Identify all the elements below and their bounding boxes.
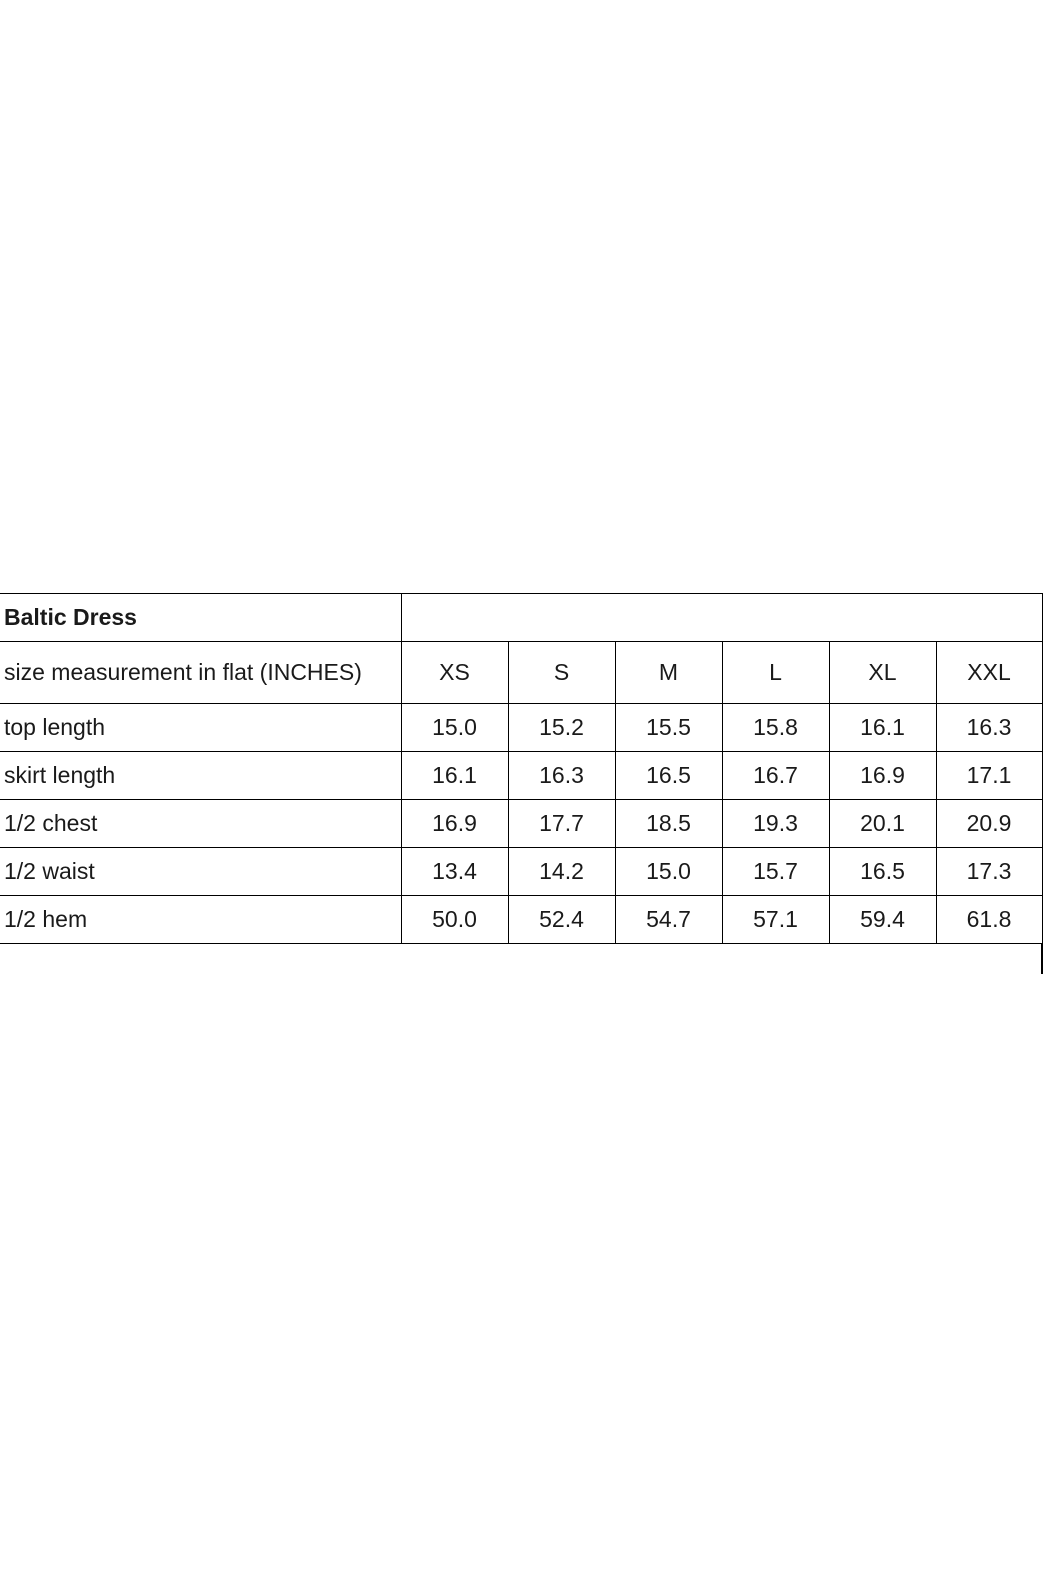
- table-cell: 54.7: [615, 896, 722, 944]
- table-cell: 15.0: [615, 848, 722, 896]
- header-label: size measurement in flat (INCHES): [0, 642, 401, 704]
- table-cell: 16.7: [722, 752, 829, 800]
- header-row: [0, 642, 1042, 704]
- table-border-tail: [1041, 944, 1043, 974]
- size-header-xs: XS: [401, 642, 508, 704]
- size-header-m: M: [615, 642, 722, 704]
- table-cell: 17.3: [936, 848, 1042, 896]
- table-cell: 52.4: [508, 896, 615, 944]
- table-row: [0, 848, 1042, 896]
- size-header-s: S: [508, 642, 615, 704]
- table-cell: 16.1: [829, 704, 936, 752]
- size-header-xl: XL: [829, 642, 936, 704]
- table-cell: 16.3: [508, 752, 615, 800]
- table-cell: 18.5: [615, 800, 722, 848]
- table-cell: 59.4: [829, 896, 936, 944]
- table-cell: 57.1: [722, 896, 829, 944]
- table-cell: 15.0: [401, 704, 508, 752]
- table-cell: 50.0: [401, 896, 508, 944]
- table-cell: 16.1: [401, 752, 508, 800]
- row-label: skirt length: [0, 752, 401, 800]
- table-cell: 16.3: [936, 704, 1042, 752]
- table-cell: 15.8: [722, 704, 829, 752]
- row-label: 1/2 waist: [0, 848, 401, 896]
- table-cell: 20.9: [936, 800, 1042, 848]
- row-label: 1/2 chest: [0, 800, 401, 848]
- title-empty-cell: [401, 594, 1042, 642]
- table-title: Baltic Dress: [0, 594, 401, 642]
- table-cell: 20.1: [829, 800, 936, 848]
- table-cell: 14.2: [508, 848, 615, 896]
- row-label: top length: [0, 704, 401, 752]
- table-cell: 16.5: [615, 752, 722, 800]
- table-row: [0, 704, 1042, 752]
- table-cell: 17.7: [508, 800, 615, 848]
- size-chart-table: [0, 593, 1043, 944]
- table-cell: 16.5: [829, 848, 936, 896]
- table-row: [0, 800, 1042, 848]
- table-cell: 61.8: [936, 896, 1042, 944]
- table-row: [0, 752, 1042, 800]
- table-cell: 16.9: [401, 800, 508, 848]
- table-cell: 15.2: [508, 704, 615, 752]
- table-cell: 19.3: [722, 800, 829, 848]
- table-cell: 17.1: [936, 752, 1042, 800]
- table-cell: 15.5: [615, 704, 722, 752]
- table-cell: 13.4: [401, 848, 508, 896]
- size-header-l: L: [722, 642, 829, 704]
- size-header-xxl: XXL: [936, 642, 1042, 704]
- row-label: 1/2 hem: [0, 896, 401, 944]
- table-row: [0, 896, 1042, 944]
- title-row: [0, 594, 1042, 642]
- table-cell: 15.7: [722, 848, 829, 896]
- table-cell: 16.9: [829, 752, 936, 800]
